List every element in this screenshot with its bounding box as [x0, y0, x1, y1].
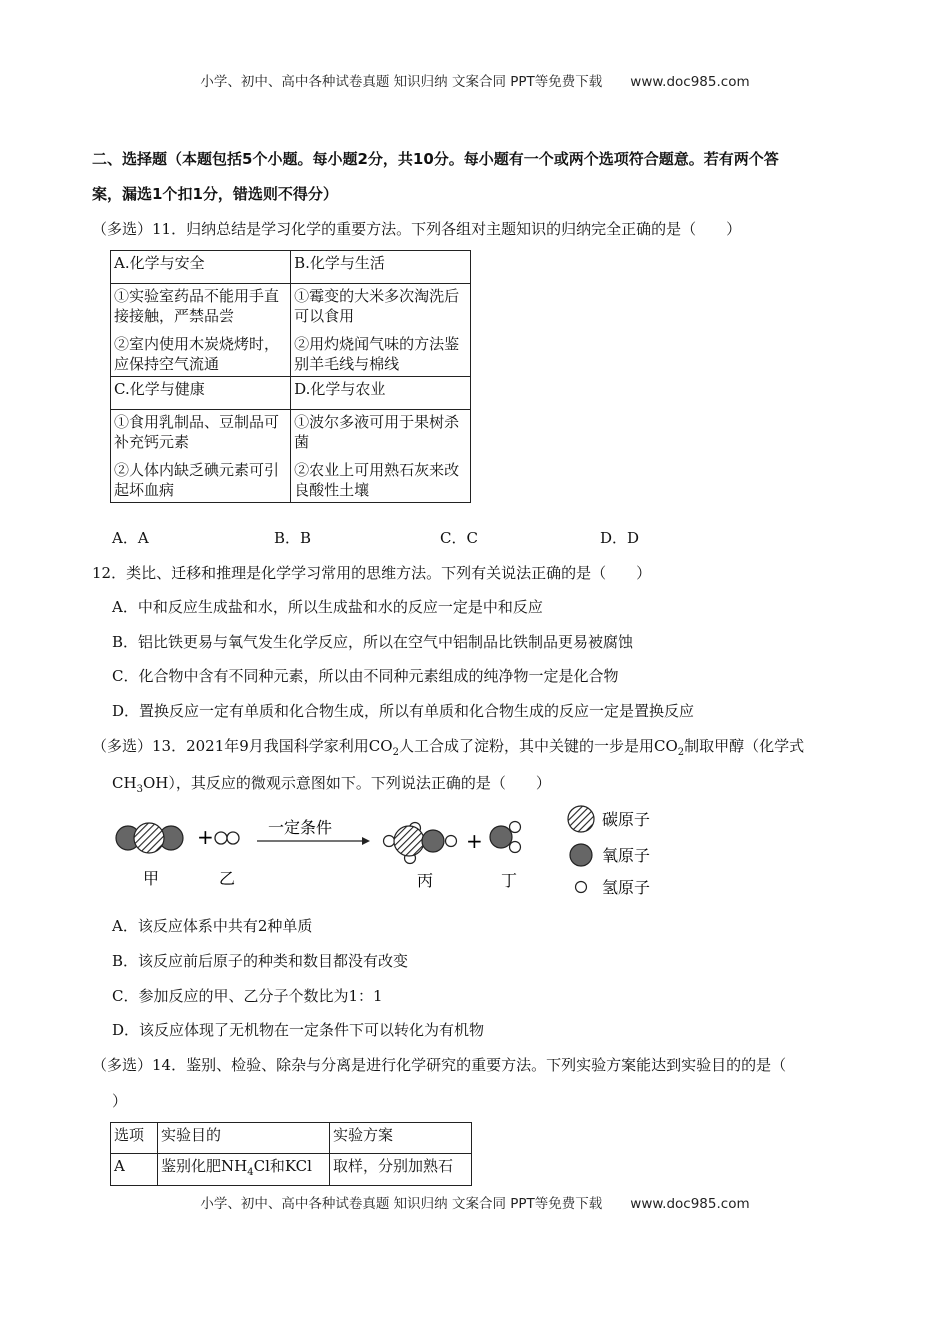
label-yi: 乙 — [219, 869, 236, 888]
molecule-yi — [215, 832, 239, 844]
hydrogen-atom-icon — [227, 832, 239, 844]
q13-option-a: A．该反应体系中共有2种单质 — [112, 917, 313, 935]
legend-oxygen-label: 氧原子 — [602, 846, 651, 865]
q14-header-purpose: 实验目的 — [158, 1123, 330, 1154]
q11-table — [110, 250, 471, 503]
q13-stem-c: 制取甲醇（化学式 — [684, 737, 805, 755]
hydrogen-atom-icon — [446, 836, 457, 847]
q14-row-a-purpose-b: Cl和KCl — [253, 1157, 312, 1175]
q12-option-d: D．置换反应一定有单质和化合物生成，所以有单质和化合物生成的反应一定是置换反应 — [112, 702, 695, 720]
page-footer — [0, 1192, 950, 1212]
q11-d-item1: ①波尔多液可用于果树杀菌 — [294, 413, 460, 451]
q13-reaction-diagram — [100, 800, 680, 905]
q11-c-item1: ①食用乳制品、豆制品可补充钙元素 — [114, 413, 280, 451]
q14-header-plan: 实验方案 — [330, 1123, 472, 1154]
molecule-ding — [490, 822, 521, 853]
header-text: 小学、初中、高中各种试卷真题 知识归纳 文案合同 PPT等免费下载 — [200, 74, 603, 90]
arrow-head-icon — [362, 837, 370, 845]
q13-line2-b: OH），其反应的微观示意图如下。下列说法正确的是（ ） — [142, 774, 551, 792]
q13-option-b: B．该反应前后原子的种类和数目都没有改变 — [112, 952, 409, 970]
q13-option-d: D．该反应体现了无机物在一定条件下可以转化为有机物 — [112, 1021, 485, 1039]
q14-row-a-purpose — [158, 1154, 330, 1186]
label-bing: 丙 — [417, 871, 434, 890]
q13-sub2: 2 — [677, 747, 685, 758]
legend-hydrogen-icon — [576, 882, 587, 893]
q11-cell-b-head: B.化学与生活 — [291, 251, 471, 284]
legend-oxygen-icon — [570, 844, 592, 866]
q11-b-item1: ①霉变的大米多次淘洗后可以食用 — [294, 287, 460, 325]
q11-option-c: C．C — [440, 529, 478, 547]
label-ding: 丁 — [501, 871, 518, 890]
footer-site-link[interactable]: www.doc985.com — [630, 1196, 750, 1212]
q14-row-a-purpose-a: 鉴别化肥NH — [161, 1157, 248, 1175]
q13-stem-line1 — [92, 735, 804, 758]
section-title-line1: 二、选择题（本题包括5个小题。每小题2分，共10分。每小题有一个或两个选项符合题意。若有两个答 — [92, 150, 779, 168]
q11-c-item2: ②人体内缺乏碘元素可引起坏血病 — [114, 461, 280, 499]
page-header — [0, 70, 950, 90]
molecule-jia — [116, 823, 183, 853]
q13-line2-a: CH — [112, 774, 137, 792]
q11-stem: （多选）11．归纳总结是学习化学的重要方法。下列各组对主题知识的归纳完全正确的是（ ） — [92, 220, 742, 238]
legend-hydrogen-label: 氢原子 — [602, 878, 651, 897]
q12-stem: 12．类比、迁移和推理是化学学习常用的思维方法。下列有关说法正确的是（ ） — [92, 564, 652, 582]
q11-option-d: D．D — [600, 529, 640, 547]
legend-carbon-label: 碳原子 — [602, 810, 651, 829]
q11-cell-b-body — [291, 284, 471, 377]
q11-a-item2: ②室内使用木炭烧烤时，应保持空气流通 — [114, 335, 280, 373]
q11-cell-c-body — [111, 410, 291, 503]
label-jia: 甲 — [143, 869, 160, 888]
q11-cell-d-head: D.化学与农业 — [291, 377, 471, 410]
q12-option-a: A．中和反应生成盐和水，所以生成盐和水的反应一定是中和反应 — [112, 598, 543, 616]
q11-b-item2: ②用灼烧闻气味的方法鉴别羊毛线与棉线 — [294, 335, 460, 373]
q14-stem: （多选）14．鉴别、检验、除杂与分离是进行化学研究的重要方法。下列实验方案能达到实验目的的是（ — [92, 1056, 787, 1074]
oxygen-atom-icon — [490, 826, 512, 848]
q11-cell-d-body — [291, 410, 471, 503]
q13-stem-a: （多选）13．2021年9月我国科学家利用CO — [92, 737, 393, 755]
carbon-atom-icon — [394, 826, 424, 856]
q11-d-item2: ②农业上可用熟石灰来改良酸性土壤 — [294, 461, 460, 499]
hydrogen-atom-icon — [510, 822, 521, 833]
q13-stem-b: 人工合成了淀粉，其中关键的一步是用CO — [398, 737, 678, 755]
section-title-line2: 案，漏选1个扣1分，错选则不得分） — [92, 185, 338, 203]
plus-sign-1: + — [197, 825, 214, 849]
q11-cell-c-head: C.化学与健康 — [111, 377, 291, 410]
q13-stem-line2 — [112, 772, 551, 795]
q13-option-c: C．参加反应的甲、乙分子个数比为1：1 — [112, 987, 383, 1005]
diagram-legend — [568, 806, 650, 897]
q12-option-b: B．铝比铁更易与氧气发生化学反应，所以在空气中铝制品比铁制品更易被腐蚀 — [112, 633, 634, 651]
q14-row-a-purpose-sub: 4 — [247, 1167, 254, 1178]
q14-table — [110, 1122, 472, 1186]
q13-sub1: 2 — [392, 747, 399, 758]
legend-carbon-icon — [568, 806, 594, 832]
molecule-bing — [384, 823, 457, 864]
plus-sign-2: + — [466, 829, 483, 853]
q12-option-c: C．化合物中含有不同种元素，所以由不同种元素组成的纯净物一定是化合物 — [112, 667, 619, 685]
hydrogen-atom-icon — [510, 842, 521, 853]
oxygen-atom-icon — [422, 830, 444, 852]
q14-row-a-plan: 取样，分别加熟石 — [330, 1154, 472, 1186]
q11-cell-a-body — [111, 284, 291, 377]
header-site-link[interactable]: www.doc985.com — [630, 74, 750, 90]
hydrogen-atom-icon — [384, 836, 395, 847]
q11-cell-a-head: A.化学与安全 — [111, 251, 291, 284]
q14-stem-close: ） — [112, 1092, 128, 1110]
q11-option-a: A．A — [112, 529, 149, 547]
q13-sub3: 3 — [136, 784, 143, 795]
q11-a-item1: ①实验室药品不能用手直接接触，严禁品尝 — [114, 287, 280, 325]
hydrogen-atom-icon — [215, 832, 227, 844]
q14-row-a-option: A — [111, 1154, 158, 1186]
reaction-condition: 一定条件 — [268, 818, 333, 837]
footer-text: 小学、初中、高中各种试卷真题 知识归纳 文案合同 PPT等免费下载 — [200, 1196, 603, 1212]
carbon-atom-icon — [134, 823, 164, 853]
q14-header-option: 选项 — [111, 1123, 158, 1154]
q11-option-b: B．B — [274, 529, 312, 547]
